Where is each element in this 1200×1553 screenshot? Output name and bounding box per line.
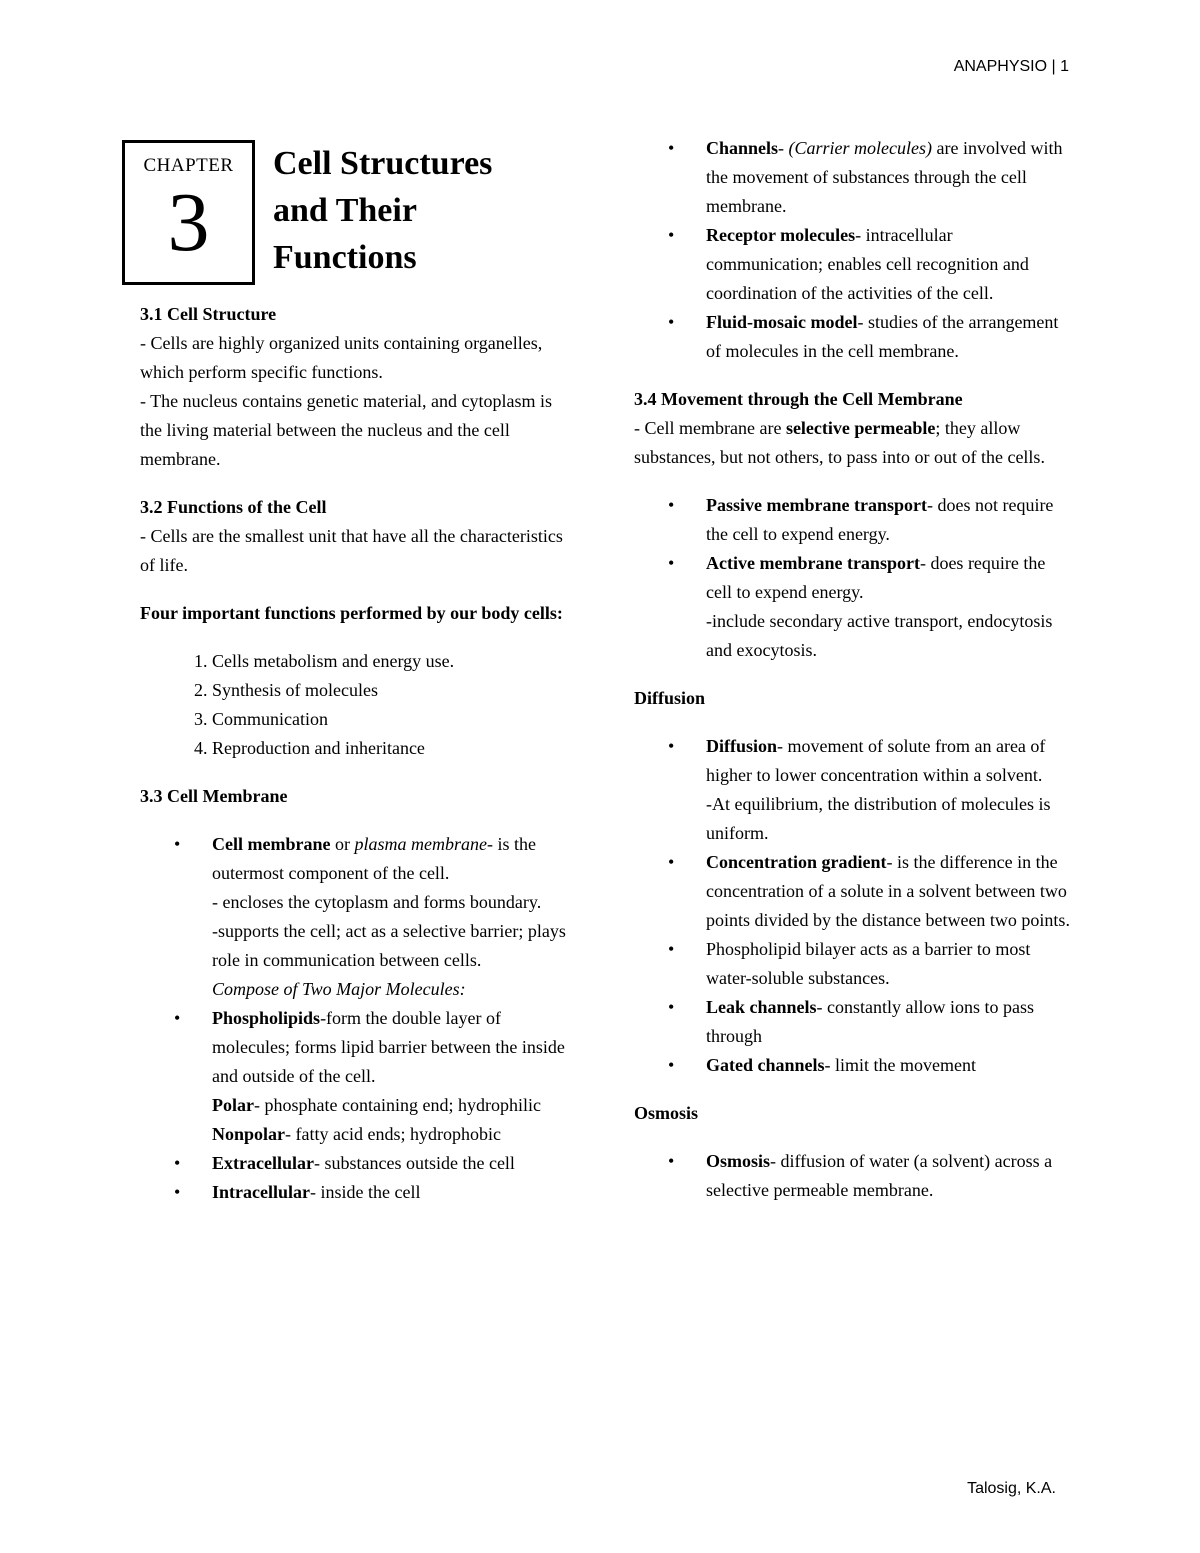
text: ; they allow substances, but not others, to pass into or out of the cells. <box>634 418 1045 467</box>
chapter-title-line: and Their <box>273 192 417 229</box>
term: Diffusion <box>706 736 778 756</box>
subheading: Four important functions performed by our body cells: <box>140 603 563 623</box>
functions-list <box>140 647 570 763</box>
list-item <box>212 1004 570 1149</box>
chapter-title <box>273 140 573 281</box>
list-item <box>706 549 1074 665</box>
section-heading-3-4: 3.4 Movement through the Cell Membrane <box>634 389 963 409</box>
text: Compose of Two Major Molecules: <box>212 979 466 999</box>
cell-membrane-list <box>140 830 570 1207</box>
list-item <box>706 308 1074 366</box>
term: Osmosis <box>706 1151 771 1171</box>
list-item <box>706 993 1074 1051</box>
term: Cell membrane <box>212 834 331 854</box>
text: - intracellular communication; enables cell recognition and coordination of the activities of the cell. <box>706 225 1029 303</box>
chapter-box <box>122 140 255 285</box>
term: Fluid-mosaic model <box>706 312 858 332</box>
list-item <box>212 1149 570 1178</box>
text: - limit the movement <box>824 1055 976 1075</box>
chapter-label: CHAPTER <box>143 155 234 176</box>
term-alt: plasma membrane- <box>354 834 493 854</box>
text: - diffusion of water (a solvent) across a selective permeable membrane. <box>706 1151 1053 1200</box>
text: - phosphate containing end; hydrophilic <box>254 1095 541 1115</box>
text: - substances outside the cell <box>313 1153 515 1173</box>
footer-author: Talosig, K.A. <box>967 1480 1056 1497</box>
term: Polar <box>212 1095 254 1115</box>
right-column <box>634 134 1074 1205</box>
paragraph <box>634 414 1074 472</box>
text: - does require the cell to expend energy. <box>706 553 1046 602</box>
chapter-title-line: Cell Structures <box>273 145 493 182</box>
text: is the outermost component of the cell. <box>212 834 536 883</box>
chapter-title-line: Functions <box>273 239 417 276</box>
list-item <box>706 1051 1074 1080</box>
text: Phospholipid bilayer acts as a barrier to most water-soluble substances. <box>706 939 1031 988</box>
list-item <box>706 1147 1074 1205</box>
text: -At equilibrium, the distribution of molecules is uniform. <box>706 794 1051 843</box>
list-item <box>706 221 1074 308</box>
diffusion-list <box>634 732 1074 1080</box>
section-heading-diffusion: Diffusion <box>634 688 706 708</box>
text: - fatty acid ends; hydrophobic <box>285 1124 501 1144</box>
list-item <box>706 732 1074 848</box>
text: - constantly allow ions to pass through <box>706 997 1035 1046</box>
osmosis-list <box>634 1147 1074 1205</box>
term: Extracellular <box>212 1153 314 1173</box>
left-column <box>140 300 570 1207</box>
list-item <box>706 491 1074 549</box>
membrane-components-list <box>634 134 1074 366</box>
term: Phospholipids <box>212 1008 321 1028</box>
text: - is the difference in the concentration of a solute in a solvent between two points divided by the distance between two points. <box>706 852 1070 930</box>
list-item <box>212 1178 570 1207</box>
list-item <box>706 848 1074 935</box>
text: - movement of solute from an area of higher to lower concentration within a solvent. <box>706 736 1046 785</box>
list-item: 3. Communication <box>212 705 570 734</box>
section-heading-osmosis: Osmosis <box>634 1103 699 1123</box>
text: -form the double layer of molecules; forms lipid barrier between the inside and outside of the cell. <box>212 1008 565 1086</box>
paragraph: - Cells are the smallest unit that have all the characteristics of life. <box>140 526 563 575</box>
term: Intracellular <box>212 1182 310 1202</box>
text: (Carrier molecules) <box>788 138 933 158</box>
text: -include secondary active transport, endocytosis and exocytosis. <box>706 611 1053 660</box>
text: - encloses the cytoplasm and forms boundary. <box>212 892 542 912</box>
text: - Cell membrane are <box>634 418 786 438</box>
section-heading-3-3: 3.3 Cell Membrane <box>140 786 288 806</box>
list-item <box>706 935 1074 993</box>
term: Leak channels <box>706 997 817 1017</box>
text: -supports the cell; act as a selective barrier; plays role in communication between cells. <box>212 921 566 970</box>
term: Channels <box>706 138 779 158</box>
term: selective permeable <box>785 418 936 438</box>
list-item <box>212 830 570 1004</box>
text: - studies of the arrangement of molecules in the cell membrane. <box>706 312 1059 361</box>
term: Nonpolar <box>212 1124 286 1144</box>
term: Active membrane transport <box>706 553 920 573</box>
list-item: 2. Synthesis of molecules <box>212 676 570 705</box>
term: Receptor molecules <box>706 225 856 245</box>
text: - <box>778 138 789 158</box>
text: or <box>330 834 355 854</box>
list-item: 1. Cells metabolism and energy use. <box>212 647 570 676</box>
transport-list <box>634 491 1074 665</box>
text: - does not require the cell to expend energy. <box>706 495 1054 544</box>
section-heading-3-2: 3.2 Functions of the Cell <box>140 497 327 517</box>
text: - inside the cell <box>309 1182 421 1202</box>
paragraph: - Cells are highly organized units containing organelles, which perform specific functions. <box>140 333 543 382</box>
term: Gated channels <box>706 1055 825 1075</box>
term: Passive membrane transport <box>706 495 927 515</box>
running-head: ANAPHYSIO | 1 <box>953 58 1069 75</box>
paragraph: - The nucleus contains genetic material, and cytoplasm is the living material between the nucleus and the cell membrane. <box>140 391 553 469</box>
section-heading-3-1: 3.1 Cell Structure <box>140 304 277 324</box>
text: are involved with the movement of substances through the cell membrane. <box>706 138 1063 216</box>
list-item <box>706 134 1074 221</box>
term: Concentration gradient <box>706 852 887 872</box>
chapter-number: 3 <box>167 176 210 269</box>
list-item: 4. Reproduction and inheritance <box>212 734 570 763</box>
